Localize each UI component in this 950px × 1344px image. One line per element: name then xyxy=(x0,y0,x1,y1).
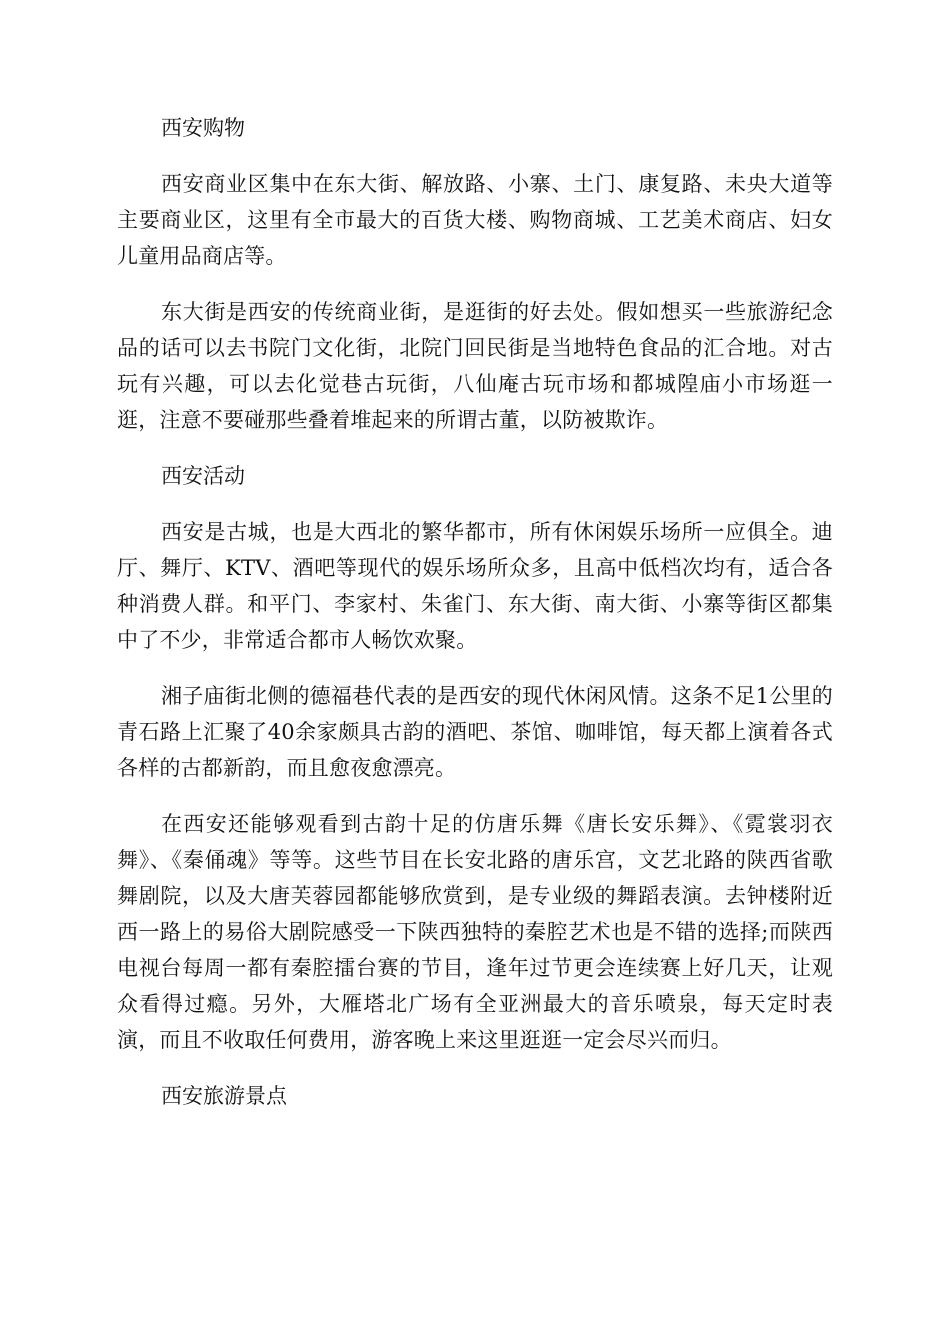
paragraph-defu-lane: 湘子庙街北侧的德福巷代表的是西安的现代休闲风情。这条不足1公里的青石路上汇聚了40余家颇具古韵的酒吧、茶馆、咖啡馆，每天都上演着各式各样的古都新韵，而且愈夜愈漂亮。 xyxy=(117,684,833,780)
section-heading-shopping: 西安购物 xyxy=(161,116,245,140)
section-heading-activities: 西安活动 xyxy=(161,464,245,488)
document-page xyxy=(117,110,833,1134)
paragraph-shopping-streets: 东大街是西安的传统商业街，是逛街的好去处。假如想买一些旅游纪念品的话可以去书院门文化街，北院门回民街是当地特色食品的汇合地。对古玩有兴趣，可以去化觉巷古玩街，八仙庵古玩市场和都城隍庙小市场逛一逛，注意不要碰那些叠着堆起来的所谓古董，以防被欺诈。 xyxy=(117,300,833,432)
paragraph-entertainment-venues: 西安是古城，也是大西北的繁华都市，所有休闲娱乐场所一应俱全。迪厅、舞厅、KTV、酒吧等现代的娱乐场所众多，且高中低档次均有，适合各种消费人群。和平门、李家村、朱雀门、东大街、南大街、小寨等街区都集中了不少，非常适合都市人畅饮欢聚。 xyxy=(117,520,833,652)
section-heading-attractions: 西安旅游景点 xyxy=(161,1084,287,1108)
paragraph-performances: 在西安还能够观看到古韵十足的仿唐乐舞《唐长安乐舞》、《霓裳羽衣舞》、《秦俑魂》等等。这些节目在长安北路的唐乐宫，文艺北路的陕西省歌舞剧院，以及大唐芙蓉园都能够欣赏到，是专业级的舞蹈表演。去钟楼附近西一路上的易俗大剧院感受一下陕西独特的秦腔艺术也是不错的选择;而陕西电视台每周一都有秦腔擂台赛的节目，逢年过节更会连续赛上好几天，让观众看得过瘾。另外，大雁塔北广场有全亚洲最大的音乐喷泉，每天定时表演，而且不收取任何费用，游客晚上来这里逛逛一定会尽兴而归。 xyxy=(117,812,833,1052)
paragraph-shopping-districts: 西安商业区集中在东大街、解放路、小寨、土门、康复路、未央大道等主要商业区，这里有全市最大的百货大楼、购物商城、工艺美术商店、妇女儿童用品商店等。 xyxy=(117,172,833,268)
